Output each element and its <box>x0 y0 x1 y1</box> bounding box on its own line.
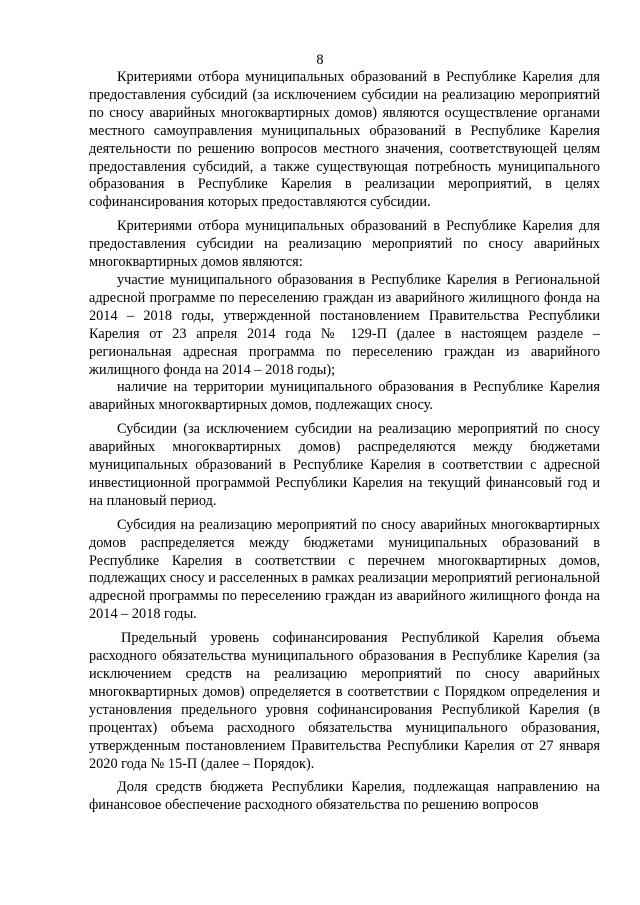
paragraph-selection-criteria-general: Критериями отбора муниципальных образований в Республике Карелия для предоставления субсидий (за исключением субсидии на реализацию мероприятий по сносу аварийных многоквартирных домов) являются осуществление органами местного самоуправления муниципальных образований в Республике Карелия деятельности по решению вопросов местного значения, соответствующей целям предоставления субсидий, а также существующая потребность муниципального образования в Республике Карелия в реализации мероприятий, в целях софинансирования которых предоставляются субсидии. <box>89 69 600 211</box>
paragraph-criterion-program-participation: участие муниципального образования в Республике Карелия в Региональной адресной программе по переселению граждан из аварийного жилищного фонда на 2014 – 2018 годы, утвержденной постановлением Правительства Республики Карелия от 23 апреля 2014 года № 129-П (далее в настоящем разделе – региональная адресная программа по переселению граждан из аварийного жилищного фонда на 2014 – 2018 годы); <box>89 271 600 378</box>
paragraph-cofinancing-limit: Предельный уровень софинансирования Республикой Карелия объема расходного обязательства муниципального образования в Республике Карелия (за исключением средств на реализацию мероприятий по сносу аварийных многоквартирных домов) определяется в соответствии с Порядком определения и установления предельного уровня софинансирования Республикой Карелия (в процентах) объема расходного обязательства муниципального образования, утвержденным постановлением Правительства Республики Карелия от 27 января 2020 года № 15-П (далее – Порядок). <box>89 630 600 772</box>
paragraph-demolition-subsidy-distribution: Субсидия на реализацию мероприятий по сносу аварийных многоквартирных домов распределяется между бюджетами муниципальных образований в Республике Карелия в соответствии с перечнем многоквартирных домов, подлежащих сносу и расселенных в рамках реализации мероприятий региональной адресной программы по переселению граждан из аварийного жилищного фонда на 2014 – 2018 годы. <box>89 516 600 623</box>
document-body <box>89 69 600 821</box>
paragraph-criterion-emergency-houses: наличие на территории муниципального образования в Республике Карелия аварийных многоквартирных домов, подлежащих сносу. <box>89 379 600 414</box>
paragraph-selection-criteria-demolition: Критериями отбора муниципальных образований в Республике Карелия для предоставления субсидии на реализацию мероприятий по сносу аварийных многоквартирных домов являются: <box>89 218 600 271</box>
page-number: 8 <box>316 52 324 68</box>
paragraph-budget-share: Доля средств бюджета Республики Карелия, подлежащая направлению на финансовое обеспечение расходного обязательства по решению вопросов <box>89 779 600 814</box>
paragraph-subsidy-distribution: Субсидии (за исключением субсидии на реализацию мероприятий по сносу аварийных многоквартирных домов) распределяются между бюджетами муниципальных образований в Республике Карелия в соответствии с адресной инвестиционной программой Республики Карелия на текущий финансовый год и на плановый период. <box>89 421 600 509</box>
